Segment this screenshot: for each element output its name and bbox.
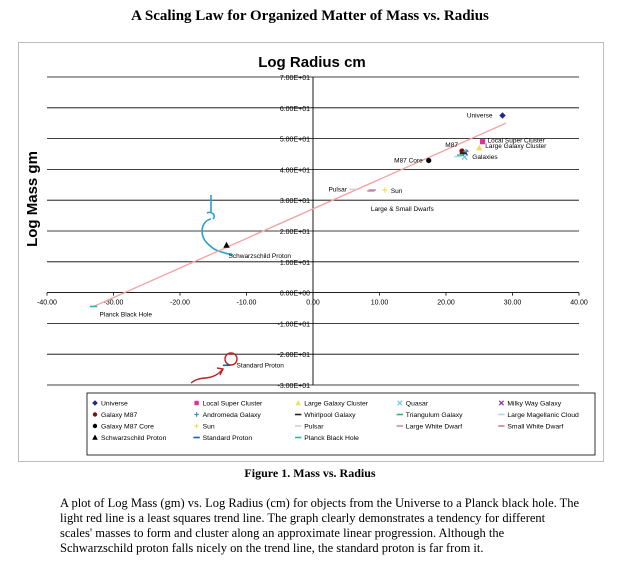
legend-entry-small-white-dwarf: Small White Dwarf [507,423,564,431]
point-label-pulsar: Pulsar [328,186,347,194]
point-label-large-galaxy-cluster: Large Galaxy Cluster [485,142,547,150]
legend [87,393,595,455]
x-tick-label: -30.00 [103,299,124,307]
legend-entry-planck-black-hole: Planck Black Hole [304,435,359,442]
point-schwarzschild-proton [223,242,229,248]
legend-entry-standard-proton: Standard Proton [202,435,253,442]
y-tick-label: 0.00E+00 [279,290,310,298]
legend-entry-large-white-dwarf: Large White Dwarf [405,423,463,431]
y-tick-label: 7.00E+01 [279,75,310,82]
blue-hook-annotation [207,212,214,219]
point-label-schwarzschild-proton: Schwarzschild Proton [228,253,292,261]
x-tick-label: 40.00 [570,299,588,307]
least-squares-trend-line [94,123,506,306]
point-label-large-white-dwarf: Large & Small Dwarfs [370,205,434,213]
trend-line [94,123,506,306]
y-tick-label: -1.00E+01 [277,321,310,329]
y-tick-label: 3.00E+01 [279,198,310,206]
y-tick-label: -3.00E+01 [277,383,310,390]
legend-marker-local-super-cluster [194,401,198,405]
figure-description: A plot of Log Mass (gm) vs. Log Radius (cm) for objects from the Universe to a Planck black hole. The light red line is a least squares trend line. The graph clearly demonstrates a tendency for different scales' masses to form and cluster along an approximate linear progression. Although the Schwarzschild proton falls nicely on the trend line, the standard proton is far from it. [60,496,580,555]
legend-entry-schwarzschild-proton: Schwarzschild Proton [101,435,167,442]
point-label-galaxy-m87: M87 [445,141,458,149]
point-label-milky-way-galaxy: Galaxies [472,153,498,161]
legend-entry-whirlpool-galaxy: Whirlpool Galaxy [304,412,356,419]
legend-entry-quasar: Quasar [405,400,429,408]
legend-entry-galaxy-m87-core: Galaxy M87 Core [101,423,154,431]
y-tick-label: 2.00E+01 [279,229,310,236]
y-tick-label: 6.00E+01 [279,105,310,113]
legend-entry-andromeda-galaxy: Andromeda Galaxy [202,412,261,419]
red-arrow-annotation [191,368,223,383]
point-label-planck-black-hole: Planck Black Hole [99,311,152,319]
x-tick-label: 10.00 [370,299,389,307]
y-tick-label: 4.00E+01 [279,167,310,175]
legend-marker-galaxy-m87 [93,412,97,416]
legend-entry-sun: Sun [202,423,215,431]
legend-entry-milky-way-galaxy: Milky Way Galaxy [507,400,562,408]
point-label-local-super-cluster: Local Super Cluster [487,137,545,145]
scatter-chart [19,43,605,463]
legend-entry-galaxy-m87: Galaxy M87 [101,412,138,419]
y-tick-label: 1.00E+01 [279,259,310,267]
legend-marker-galaxy-m87-core [93,424,97,428]
x-tick-label: -10.00 [236,299,257,307]
legend-entry-triangulum-galaxy: Triangulum Galaxy [405,412,463,419]
point-galaxy-m87-core [426,158,431,163]
y-tick-label: 5.00E+01 [279,136,310,144]
point-label-sun: Sun [390,188,403,196]
legend-entry-large-magellanic-cloud: Large Magellanic Cloud [507,412,579,419]
x-tick-label: -40.00 [37,299,57,307]
legend-entry-universe: Universe [101,400,128,408]
chart-title: Log Radius cm [258,54,366,71]
legend-entry-large-galaxy-cluster: Large Galaxy Cluster [304,400,369,408]
hand-annotations [191,195,237,383]
y-tick-label: -2.00E+01 [277,352,310,360]
point-labels [100,113,548,370]
point-sun [382,187,387,192]
chart-frame [18,42,604,462]
point-large-galaxy-cluster [476,144,482,150]
point-universe [499,112,505,118]
x-tick-label: 30.00 [503,299,522,307]
page-title: A Scaling Law for Organized Matter of Mass vs. Radius [131,8,489,24]
x-tick-label: 20.00 [437,299,455,307]
point-label-standard-proton: Standard Proton [236,362,284,370]
x-tick-label: 0.00 [306,299,320,307]
y-axis-label: Log Mass gm [24,151,41,247]
figure-caption: Figure 1. Mass vs. Radius [244,466,376,480]
legend-entry-local-super-cluster: Local Super Cluster [202,400,263,408]
x-tick-label: -20.00 [170,299,190,307]
red-circle-annotation [225,353,237,365]
tick-labels [37,75,588,390]
legend-entry-pulsar: Pulsar [304,423,324,431]
point-label-universe: Universe [466,112,493,120]
point-label-galaxy-m87-core: M87 Core [394,157,423,165]
